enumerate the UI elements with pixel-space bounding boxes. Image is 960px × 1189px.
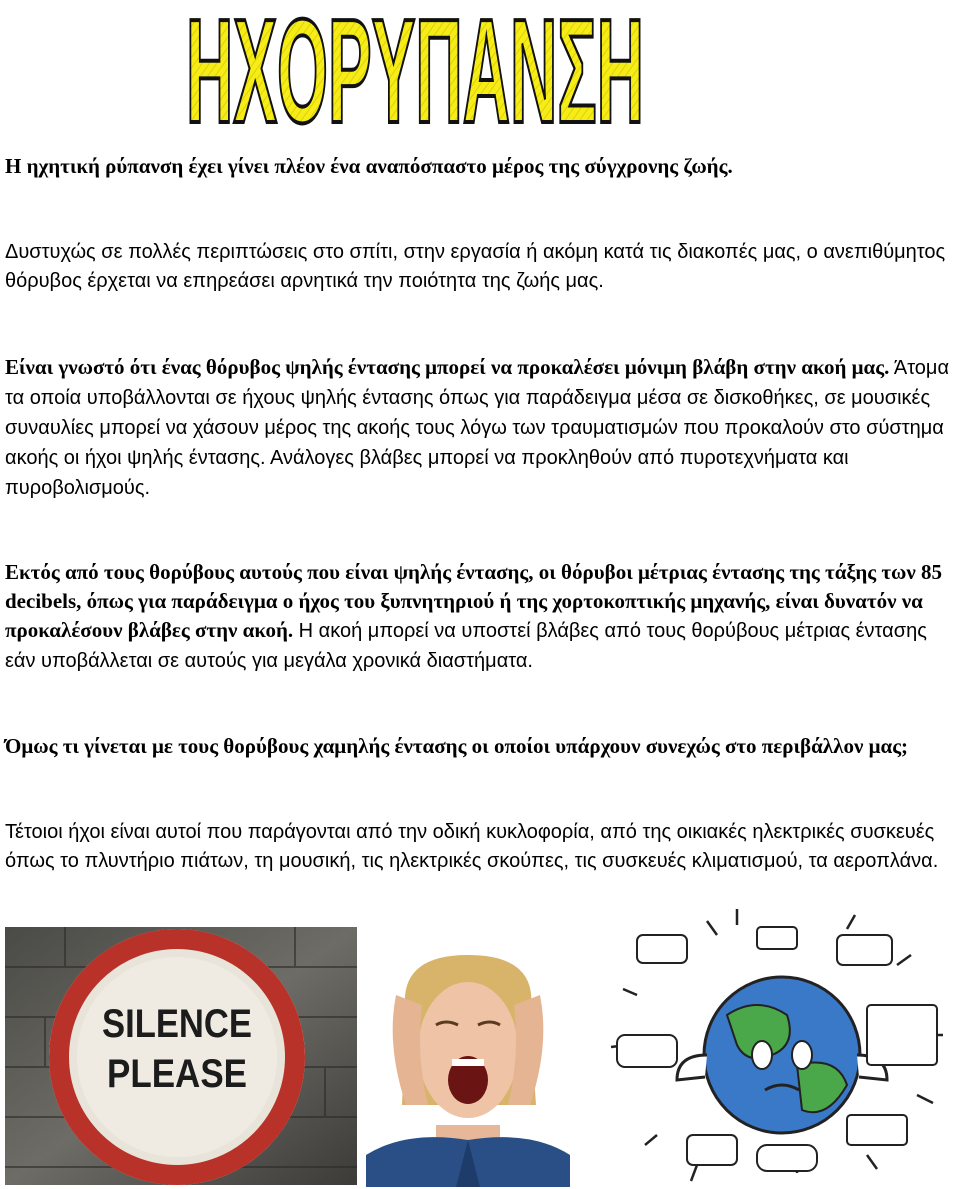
paragraph-unwanted-noise: Δυστυχώς σε πολλές περιπτώσεις στο σπίτι, στην εργασία ή ακόμη κατά τις διακοπές μας, ο ανεπιθύμητος θόρυβος έρχεται να επηρεάσει αρνητικά την ποιότητα της ζωής μας. [5,241,946,292]
title-wordart [180,0,650,150]
title-text: ΗΧΟΡΥΠΑΝΣΗ [186,0,644,150]
silence-please-sign-image [5,927,357,1185]
intro-paragraph: Η ηχητική ρύπανση έχει γίνει πλέον ένα αναπόσπαστο μέρος της σύγχρονης ζωής. [5,154,733,178]
paragraph-moderate-intensity-text: Η ακοή μπορεί να υποστεί βλάβες από τους θορύβους μέτριας έντασης εάν υποβάλλεται σε αυτούς για μεγάλα χρονικά διαστήματα. [5,620,927,672]
paragraph-high-intensity-text: Άτομα τα οποία υποβάλλονται σε ήχους ψηλής έντασης όπως για παράδειγμα μέσα σε δισκοθήκες, σε μουσικές συναυλίες μπορεί να χάσουν μέρος της ακοής τους λόγω των τραυματισμών που προκαλούν στο σύστημα ακοής οι ήχοι ψηλής έντασης. Ανάλογες βλάβες μπορεί να προκληθούν από πυροτεχνήματα και πυροβολισμούς. [5,357,950,499]
noisy-earth-cartoon-image [597,905,957,1187]
paragraph-low-intensity-sources: Τέτοιοι ήχοι είναι αυτοί που παράγονται από την οδική κυκλοφορία, από της οικιακές ηλεκτρικές συσκευές όπως το πλυντήριο πιάτων, τη μουσική, τις ηλεκτρικές σκούπες, τις συσκευές κλιματισμού, τα αεροπλάνα. [5,821,939,872]
sign-text-please: PLEASE [107,1052,247,1096]
paragraph-high-intensity [5,353,955,503]
paragraph-low-intensity-question: Όμως τι γίνεται με τους θορύβους χαμηλής έντασης οι οποίοι υπάρχουν συνεχώς στο περιβάλλον μας; [5,734,909,758]
screaming-woman-image [366,955,570,1187]
sign-text-silence: SILENCE [102,1002,252,1046]
paragraph-moderate-intensity-bold: Εκτός από τους θορύβους αυτούς που είναι ψηλής έντασης, οι θόρυβοι μέτριας έντασης της τάξης των 85 decibels, όπως για παράδειγμα ο ήχος του ξυπνητηριού ή της χορτοκοπτικής μηχανής, είναι δυνατόν να προκαλέσουν βλάβες στην ακοή. [5,560,943,642]
paragraph-high-intensity-bold: Είναι γνωστό ότι ένας θόρυβος ψηλής έντασης μπορεί να προκαλέσει μόνιμη βλάβη στην ακοή μας. [5,355,890,379]
paragraph-moderate-intensity [5,558,955,676]
